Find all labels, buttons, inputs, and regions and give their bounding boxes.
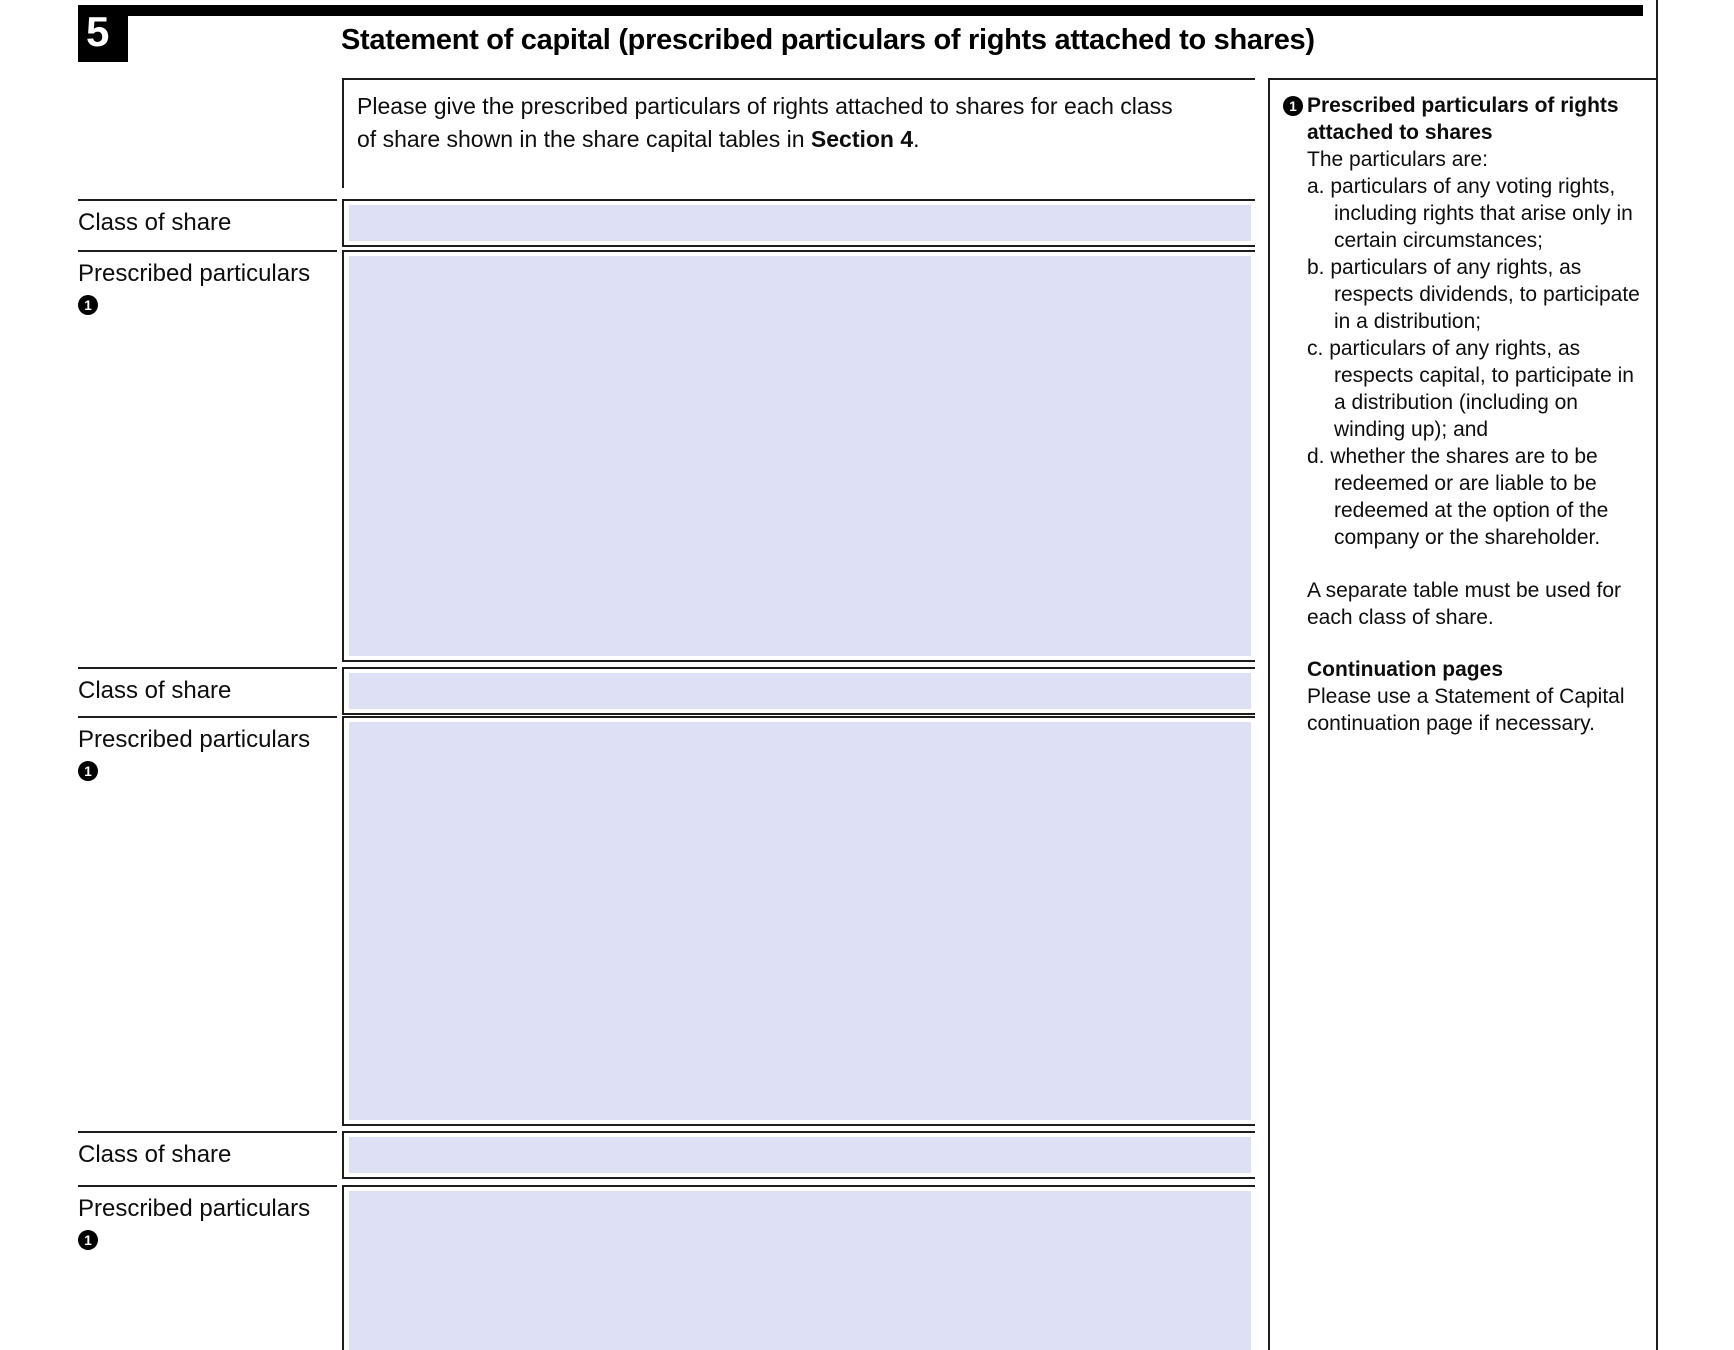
class-of-share-input-3[interactable] [342,1131,1255,1179]
label-prescribed-particulars-1 [78,250,337,315]
class-of-share-input-fill-1[interactable] [349,205,1251,241]
sidebar-heading-text: Prescribed particulars of rights attached to shares [1307,94,1619,144]
prescribed-particulars-input-fill-2[interactable] [349,722,1251,1120]
item-letter: a. [1307,175,1325,198]
label-class-of-share-2 [78,667,337,705]
sidebar-heading [1283,92,1646,146]
notes-sidebar [1268,78,1656,1350]
label-class-of-share-1 [78,199,337,237]
sidebar-item-b [1307,254,1646,335]
section-number-badge: 5 [78,5,128,62]
item-text: particulars of any voting rights, including rights that arise only in certain circumstances; [1330,175,1633,252]
instruction-line2-post: . [913,126,920,152]
class-of-share-input-1[interactable] [342,199,1255,247]
class-of-share-input-2[interactable] [342,667,1255,715]
item-text: particulars of any rights, as respects capital, to participate in a distribution (including on winding up); and [1329,337,1634,441]
prescribed-particulars-input-2[interactable] [342,716,1255,1126]
instruction-box [342,78,1255,188]
prescribed-particulars-input-1[interactable] [342,250,1255,662]
label-text: Class of share [78,209,232,236]
sidebar-continuation-heading: Continuation pages [1307,658,1503,681]
prescribed-particulars-input-fill-3[interactable] [349,1191,1251,1350]
label-prescribed-particulars-3 [78,1185,337,1250]
footnote-1-icon: 1 [78,295,98,315]
section-title: Statement of capital (prescribed particulars of rights attached to shares) [341,24,1315,56]
label-prescribed-particulars-2 [78,716,337,781]
footnote-1-icon: 1 [1283,96,1303,116]
label-text: Prescribed particulars [78,260,311,287]
instruction-line2-pre: of share shown in the share capital tables in [357,126,811,152]
instruction-section-ref: Section 4 [810,126,914,152]
item-letter: b. [1307,256,1325,279]
sidebar-separate-table-note: A separate table must be used for each class of share. [1307,579,1622,629]
item-text: whether the shares are to be redeemed or are liable to be redeemed at the option of the company or the shareholder. [1330,445,1609,549]
sidebar-intro: The particulars are: [1307,148,1488,171]
sidebar-continuation-text: Please use a Statement of Capital continuation page if necessary. [1307,685,1625,735]
sidebar-item-a [1307,173,1646,254]
section-divider-bar [128,5,1643,16]
footnote-1-icon: 1 [78,761,98,781]
item-letter: d. [1307,445,1325,468]
item-text: particulars of any rights, as respects dividends, to participate in a distribution; [1330,256,1640,333]
label-text: Prescribed particulars [78,726,311,753]
prescribed-particulars-input-3[interactable] [342,1185,1255,1350]
class-of-share-input-fill-2[interactable] [349,673,1251,709]
class-of-share-input-fill-3[interactable] [349,1137,1251,1173]
label-class-of-share-3 [78,1131,337,1169]
instruction-line1: Please give the prescribed particulars of rights attached to shares for each class [357,93,1173,119]
footnote-1-icon: 1 [78,1230,98,1250]
sidebar-item-d [1307,443,1646,551]
prescribed-particulars-input-fill-1[interactable] [349,256,1251,656]
label-text: Prescribed particulars [78,1195,311,1222]
sidebar-item-c [1307,335,1646,443]
label-text: Class of share [78,1141,232,1168]
label-text: Class of share [78,677,232,704]
page-right-rule [1656,0,1658,1350]
item-letter: c. [1307,337,1324,360]
